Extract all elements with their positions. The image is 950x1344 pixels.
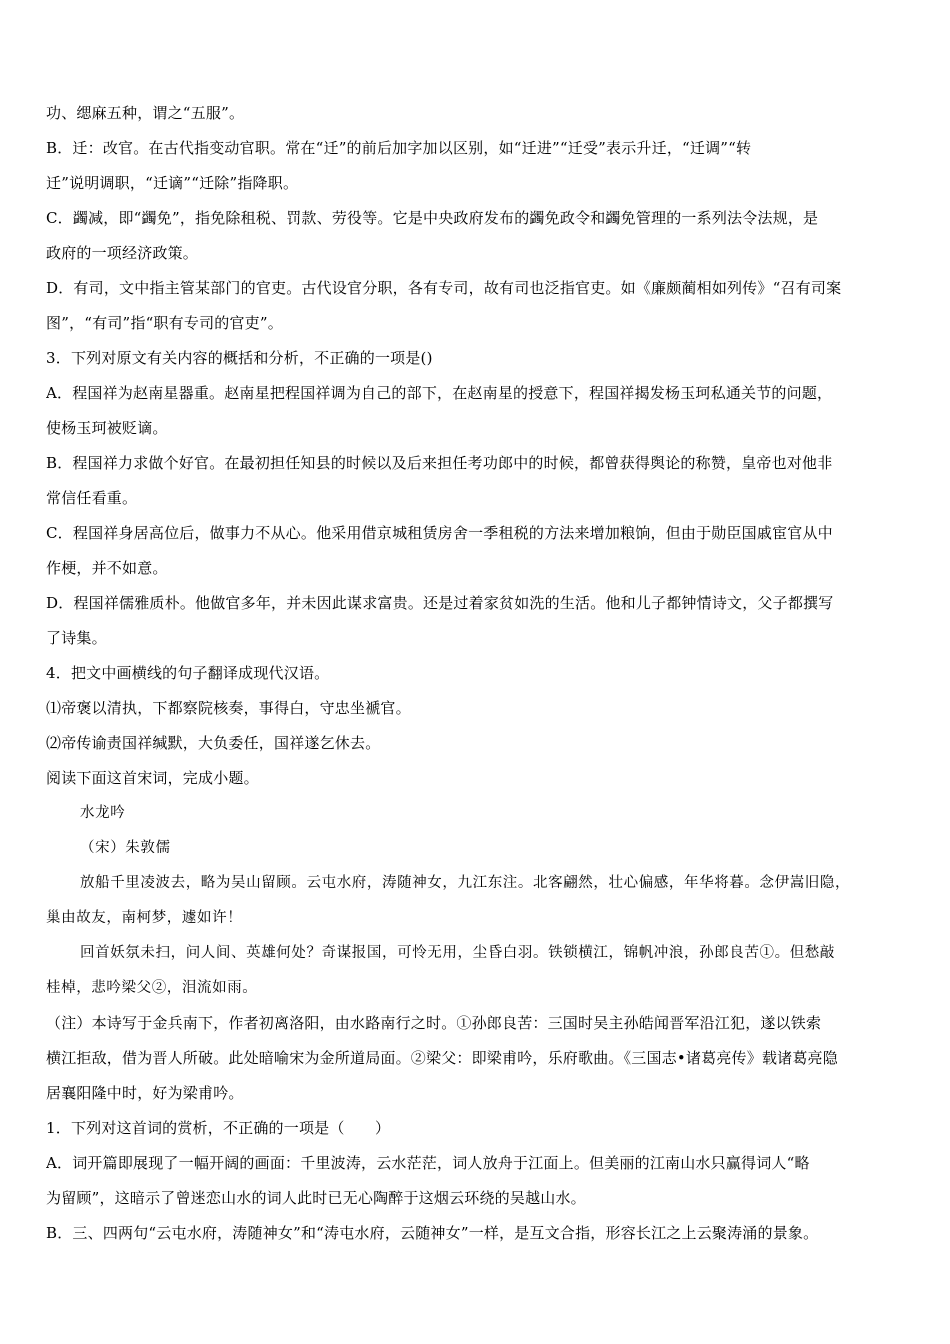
text-line: 常信任看重。 <box>46 489 138 507</box>
poem-author: （宋）朱敦儒 <box>80 840 171 856</box>
option-c-line: C．程国祥身居高位后，做事力不从心。他采用借京城租赁房舍一季租税的方法来增加粮饷，但由于勋臣国戚宦官从中 <box>46 524 833 542</box>
text-line: 了诗集。 <box>46 629 107 647</box>
poem-note: （注）本诗写于金兵南下，作者初离洛阳，由水路南行之时。①孙郎良苦：三国时吴主孙皓闻晋军沿江犯，遂以铁索 <box>46 1014 822 1032</box>
poem-title: 水龙吟 <box>80 805 126 821</box>
poem-stanza-2: 回首妖氛未扫，问人间、英雄何处？奇谋报国，可怜无用，尘昏白羽。铁锁横江，锦帆冲浪，孙郎良苦①。但愁敲 <box>80 945 835 961</box>
reading-instruction: 阅读下面这首宋词，完成小题。 <box>46 769 259 787</box>
text-line: 使杨玉珂被贬谪。 <box>46 419 168 437</box>
text-line: 政府的一项经济政策。 <box>46 244 199 262</box>
text-line: 作梗，并不如意。 <box>46 559 168 577</box>
question-4: 4．把文中画横线的句子翻译成现代汉语。 <box>46 664 330 682</box>
text-line: 图”，“有司”指“职有专司的官吏”。 <box>46 314 283 332</box>
option-b-line: B．三、四两句“云屯水府，涛随神女”和“涛屯水府，云随神女”一样，是互文合指，形容长江之上云聚涛涌的景象。 <box>46 1224 819 1242</box>
poem-stanza-1: 放船千里凌波去，略为吴山留顾。云屯水府，涛随神女，九江东注。北客翩然，壮心偏感，年华将暮。念伊嵩旧隐， <box>80 875 851 891</box>
translation-item-1: ⑴帝褒以清执，下都察院核奏，事得白，守忠坐褫官。 <box>46 699 411 717</box>
option-c-line: C．蠲减，即“蠲免”，指免除租税、罚款、劳役等。它是中央政府发布的蠲免政令和蠲免管理的一系列法令法规，是 <box>46 209 819 227</box>
text-line: 为留顾”，这暗示了曾迷恋山水的词人此时已无心陶醉于这烟云环绕的吴越山水。 <box>46 1189 586 1207</box>
option-a-line: A．词开篇即展现了一幅开阔的画面：千里波涛，云水茫茫，词人放舟于江面上。但美丽的江南山水只赢得词人“略 <box>46 1154 810 1172</box>
poem-stanza-2-cont: 桂棹，悲吟梁父②，泪流如雨。 <box>46 980 258 996</box>
poem-note: 横江拒敌，借为晋人所破。此处暗喻宋为金所道局面。②梁父：即梁甫吟，乐府歌曲。《三国志•诸葛亮传》载诸葛亮隐 <box>46 1049 838 1067</box>
option-b-line: B．迁：改官。在古代指变动官职。常在“迁”的前后加字加以区别，如“迁进”“迁受”表示升迁，“迁调”“转 <box>46 139 752 157</box>
option-d-line: D．有司，文中指主管某部门的官吏。古代设官分职，各有专司，故有司也泛指官吏。如《廉颇蔺相如列传》“召有司案 <box>46 279 842 297</box>
translation-item-2: ⑵帝传谕责国祥缄默，大负委任，国祥遂乞休去。 <box>46 734 381 752</box>
text-line: 功、缌麻五种，谓之“五服”。 <box>46 104 245 122</box>
option-b-line: B．程国祥力求做个好官。在最初担任知县的时候以及后来担任考功郎中的时候，都曾获得舆论的称赞，皇帝也对他非 <box>46 454 833 472</box>
poem-note: 居襄阳隆中时，好为梁甫吟。 <box>46 1084 244 1102</box>
question-1: 1．下列对这首词的赏析，不正确的一项是（ ） <box>46 1119 391 1137</box>
text-line: 迁”说明调职，“迁谪”“迁除”指降职。 <box>46 174 299 192</box>
poem-stanza-1-cont: 巢由故友，南柯梦，遽如许！ <box>46 910 243 926</box>
question-3: 3．下列对原文有关内容的概括和分析，不正确的一项是() <box>46 349 433 367</box>
document-page <box>46 96 912 1251</box>
option-a-line: A．程国祥为赵南星器重。赵南星把程国祥调为自己的部下，在赵南星的授意下，程国祥揭发杨玉珂私通关节的问题， <box>46 384 833 402</box>
option-d-line: D．程国祥儒雅质朴。他做官多年，并未因此谋求富贵。还是过着家贫如洗的生活。他和儿子都钟情诗文，父子都撰写 <box>46 594 834 612</box>
